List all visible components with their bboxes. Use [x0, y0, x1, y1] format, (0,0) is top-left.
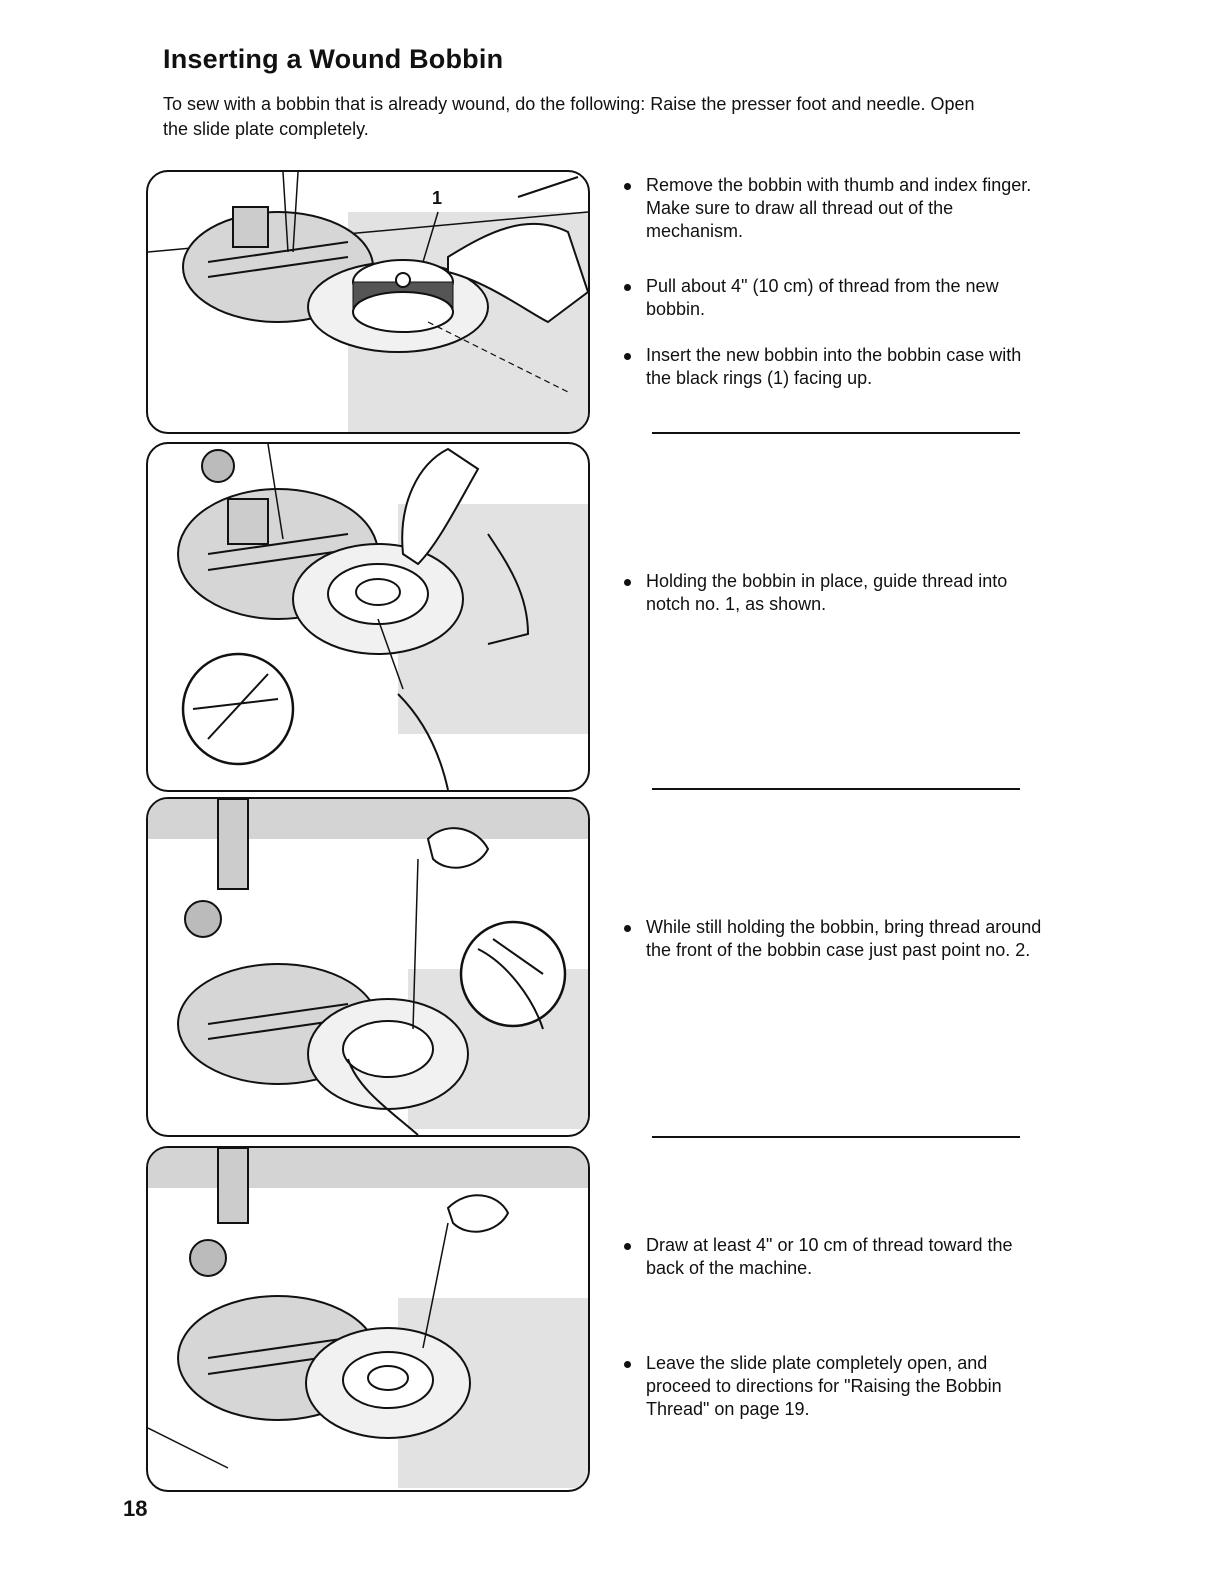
bullet-icon: [624, 579, 631, 586]
draw-thread-back-drawing: [148, 1148, 588, 1490]
bullet-icon: [624, 925, 631, 932]
thread-notch-illustration: [146, 442, 590, 792]
step-insert-bobbin: Insert the new bobbin into the bobbin case with the black rings (1) facing up.: [624, 344, 1044, 390]
bullet-icon: [624, 1243, 631, 1250]
thread-around-case-illustration: [146, 797, 590, 1137]
thread-around-case-drawing: [148, 799, 588, 1135]
step-leave-plate-open: Leave the slide plate completely open, and proceed to directions for "Raising the Bobbin Thread" on page 19.: [624, 1352, 1044, 1421]
page-number: 18: [123, 1496, 148, 1521]
divider: [652, 432, 1020, 434]
bullet-icon: [624, 183, 631, 190]
step-draw-thread: Draw at least 4" or 10 cm of thread toward the back of the machine.: [624, 1234, 1044, 1280]
step-thread-around-case: While still holding the bobbin, bring thread around the front of the bobbin case just past point no. 2.: [624, 916, 1044, 962]
step-remove-bobbin: Remove the bobbin with thumb and index finger. Make sure to draw all thread out of the mechanism.: [624, 174, 1044, 243]
bullet-icon: [624, 284, 631, 291]
figure-callout-1: 1: [432, 188, 443, 208]
divider: [652, 1136, 1020, 1138]
divider: [652, 788, 1020, 790]
step-guide-thread-notch: Holding the bobbin in place, guide thread into notch no. 1, as shown.: [624, 570, 1044, 616]
draw-thread-back-illustration: [146, 1146, 590, 1492]
thread-notch-drawing: [148, 444, 588, 790]
intro-paragraph: To sew with a bobbin that is already wound, do the following: Raise the presser foot and needle. Open the slide plate completely.: [163, 94, 975, 139]
step-pull-thread: Pull about 4" (10 cm) of thread from the new bobbin.: [624, 275, 1044, 321]
bobbin-removal-drawing: [148, 172, 588, 432]
page-title: Inserting a Wound Bobbin: [163, 44, 504, 74]
bullet-icon: [624, 353, 631, 360]
bobbin-removal-illustration: [146, 170, 590, 434]
bullet-icon: [624, 1361, 631, 1368]
